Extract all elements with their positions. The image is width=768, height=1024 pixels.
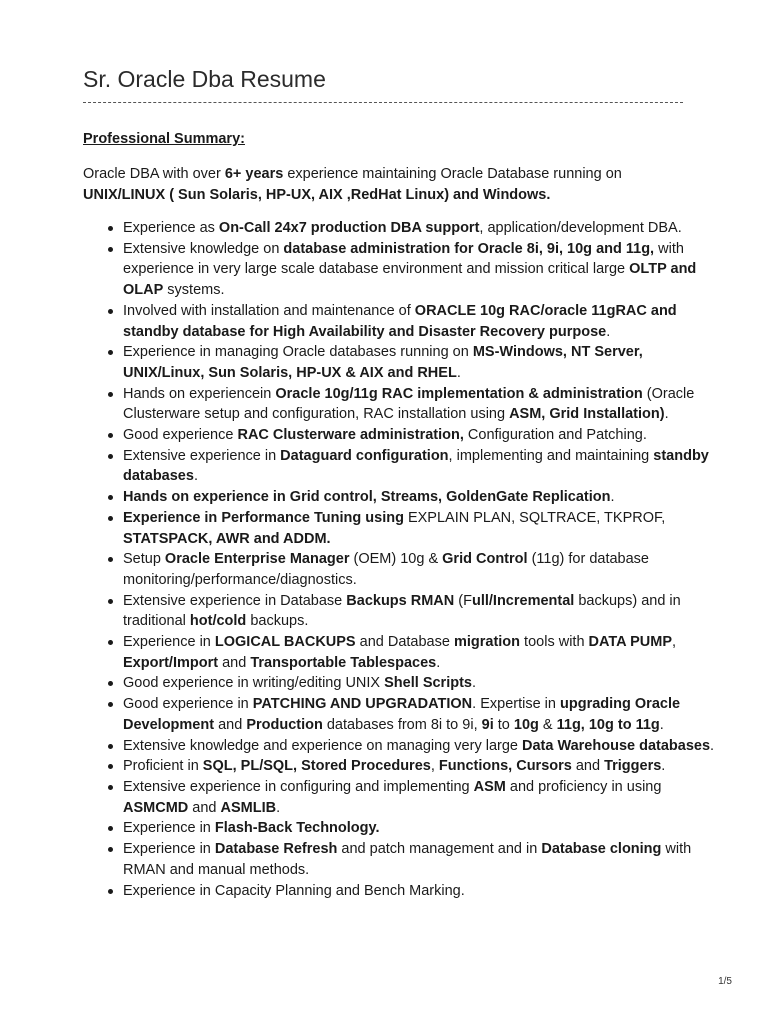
bold-text-run: Database cloning <box>541 841 662 858</box>
text-run: Extensive experience in Database <box>123 592 347 609</box>
bold-text-run: SQL, PL/SQL, Stored Procedures <box>202 758 431 775</box>
text-run: , <box>430 758 439 775</box>
text-run: and <box>214 716 247 733</box>
text-run: backups) and in traditional <box>123 592 681 630</box>
bold-text-run: ASMCMD <box>123 799 189 816</box>
text-run: Experience in <box>123 841 215 858</box>
bold-text-run: ASM <box>473 778 506 795</box>
text-run: databases from 8i to 9i, <box>322 716 482 733</box>
text-run: , implementing and maintaining <box>448 447 654 464</box>
text-run: . <box>610 489 615 506</box>
text-run: , <box>672 634 677 651</box>
bold-text-run: migration <box>453 634 521 651</box>
text-run: Experience in Capacity Planning and Bench Marking. <box>123 882 465 899</box>
text-run: and <box>188 799 221 816</box>
list-item <box>123 777 723 818</box>
text-run: Configuration and Patching. <box>463 427 647 444</box>
bold-text-run: LOGICAL BACKUPS <box>214 634 356 651</box>
list-item <box>123 487 723 508</box>
text-run: (OEM) 10g & <box>349 551 443 568</box>
bold-text-run: Functions, Cursors <box>438 758 572 775</box>
bold-text-run: Data Warehouse databases <box>522 737 711 754</box>
text-run: (Oracle Clusterware setup and configuration, RAC installation using <box>123 385 695 423</box>
text-run: and <box>218 654 251 671</box>
bold-text-run: RAC Clusterware administration, <box>237 427 464 444</box>
bold-text-run: DATA PUMP <box>588 634 673 651</box>
page-number: 1/5 <box>718 976 732 987</box>
bold-text-run: Export/Import <box>123 654 219 671</box>
text-run: . <box>659 716 664 733</box>
bold-text-run: Database Refresh <box>214 841 338 858</box>
text-run: Involved with installation and maintenance of <box>123 302 415 319</box>
bold-text-run: Triggers <box>604 758 662 775</box>
text-run: Experience in <box>123 634 215 651</box>
bold-text-run: OLTP and OLAP <box>123 261 697 299</box>
text-run: Extensive experience in <box>123 447 281 464</box>
page-title: Sr. Oracle Dba Resume <box>83 66 326 92</box>
bold-text-run: UNIX/LINUX ( Sun Solaris, HP-UX, AIX ,RedHat Linux) and Windows. <box>83 186 551 203</box>
list-item <box>123 736 723 757</box>
text-run: Extensive experience in configuring and implementing <box>123 778 474 795</box>
bold-text-run: ORACLE 10g RAC/oracle 11gRAC and standby database for High Availability and Disaster Recovery purpose <box>123 302 677 340</box>
text-run: Experience in managing Oracle databases running on <box>123 344 473 361</box>
bold-text-run: Transportable Tablespaces <box>250 654 437 671</box>
text-run: . <box>436 654 441 671</box>
bold-text-run: STATSPACK, AWR and ADDM. <box>123 530 331 547</box>
text-run: (11g) for database monitoring/performance/diagnostics. <box>123 551 649 588</box>
section-heading-professional-summary: Professional Summary: <box>83 131 245 147</box>
text-run: experience maintaining Oracle Database running on <box>283 166 622 182</box>
text-run: Proficient in <box>123 758 203 775</box>
text-run: and proficiency in using <box>505 778 662 795</box>
list-item <box>123 384 723 425</box>
bold-text-run: database administration for Oracle 8i, 9i, 10g and 11g, <box>283 240 655 257</box>
bold-text-run: Flash-Back Technology. <box>214 820 380 837</box>
text-run: with experience in very large scale database environment and mission critical large <box>123 240 684 278</box>
bold-text-run: 6+ years <box>224 166 284 182</box>
list-item <box>123 508 723 549</box>
bold-text-run: standby databases <box>123 447 709 485</box>
text-run: Good experience <box>123 427 238 444</box>
text-run: . <box>456 364 461 381</box>
text-run: Good experience in writing/editing UNIX <box>123 675 385 692</box>
list-item <box>123 446 723 487</box>
list-item <box>123 549 723 590</box>
list-item <box>123 218 723 239</box>
list-item <box>123 632 723 673</box>
bold-text-run: Shell Scripts <box>384 675 472 692</box>
text-run: . <box>606 323 611 340</box>
list-item <box>123 818 723 839</box>
text-run: . <box>710 737 715 754</box>
bold-text-run: Dataguard configuration <box>280 447 449 464</box>
summary-intro <box>83 164 683 205</box>
bold-text-run: 11g, 10g to 11g <box>556 716 660 733</box>
text-run: Extensive knowledge on <box>123 240 284 257</box>
bold-text-run: ASMLIB <box>220 799 277 816</box>
text-run: . Expertise in <box>472 696 560 713</box>
list-item <box>123 756 723 777</box>
list-item <box>123 839 723 880</box>
text-run: to <box>493 716 514 733</box>
bold-text-run: Backups RMAN <box>346 592 455 609</box>
text-run: Experience in <box>123 820 215 837</box>
text-run: tools with <box>520 634 589 651</box>
text-run: and Database <box>355 634 454 651</box>
text-run: . <box>276 799 281 816</box>
bold-text-run: ASM, Grid Installation) <box>509 406 665 423</box>
bold-text-run: 9i <box>481 716 494 733</box>
text-run: backups. <box>246 613 309 630</box>
text-run: and <box>571 758 605 775</box>
list-item <box>123 425 723 446</box>
bold-text-run: Oracle Enterprise Manager <box>164 551 350 568</box>
bold-text-run: Experience in Performance Tuning using <box>123 509 404 526</box>
bold-text-run: Oracle 10g/11g RAC implementation & administration <box>275 385 643 402</box>
bold-text-run: On-Call 24x7 production DBA support <box>218 220 480 236</box>
list-item <box>123 301 723 342</box>
text-run: systems. <box>163 282 225 299</box>
text-run: Extensive knowledge and experience on managing very large <box>123 737 522 754</box>
bold-text-run: ull/Incremental <box>471 592 575 609</box>
text-run: . <box>471 675 477 692</box>
list-item <box>123 694 723 735</box>
text-run: EXPLAIN PLAN, SQLTRACE, TKPROF, <box>403 509 666 526</box>
bold-text-run: upgrading Oracle Development <box>123 696 681 733</box>
text-run: Hands on experiencein <box>123 385 276 402</box>
list-item <box>123 239 723 301</box>
text-run: Experience as <box>123 220 219 236</box>
text-run: and patch management and in <box>337 841 542 858</box>
bold-text-run: hot/cold <box>189 613 247 630</box>
text-run: with RMAN and manual methods. <box>123 841 692 878</box>
list-item <box>123 591 723 632</box>
title-divider <box>83 102 683 103</box>
bold-text-run: MS-Windows, NT Server, UNIX/Linux, Sun Solaris, HP-UX & AIX and RHEL <box>123 344 643 381</box>
text-run: . <box>661 758 666 775</box>
experience-list <box>83 218 723 901</box>
list-item <box>123 673 723 694</box>
bold-text-run: 10g <box>513 716 539 733</box>
text-run: , application/development DBA. <box>479 220 682 236</box>
bold-text-run: Hands on experience in Grid control, Streams, GoldenGate Replication <box>123 489 611 506</box>
text-run: . <box>193 468 198 485</box>
text-run: Good experience in <box>123 696 253 713</box>
text-run: . <box>664 406 669 423</box>
text-run: (F <box>454 592 472 609</box>
text-run: Setup <box>123 551 165 568</box>
text-run: & <box>538 716 557 733</box>
bold-text-run: Grid Control <box>442 551 528 568</box>
list-item <box>123 342 723 383</box>
bold-text-run: PATCHING AND UPGRADATION <box>252 696 473 713</box>
text-run: Oracle DBA with over <box>83 166 225 182</box>
bold-text-run: Production <box>246 716 323 733</box>
list-item <box>123 881 723 902</box>
